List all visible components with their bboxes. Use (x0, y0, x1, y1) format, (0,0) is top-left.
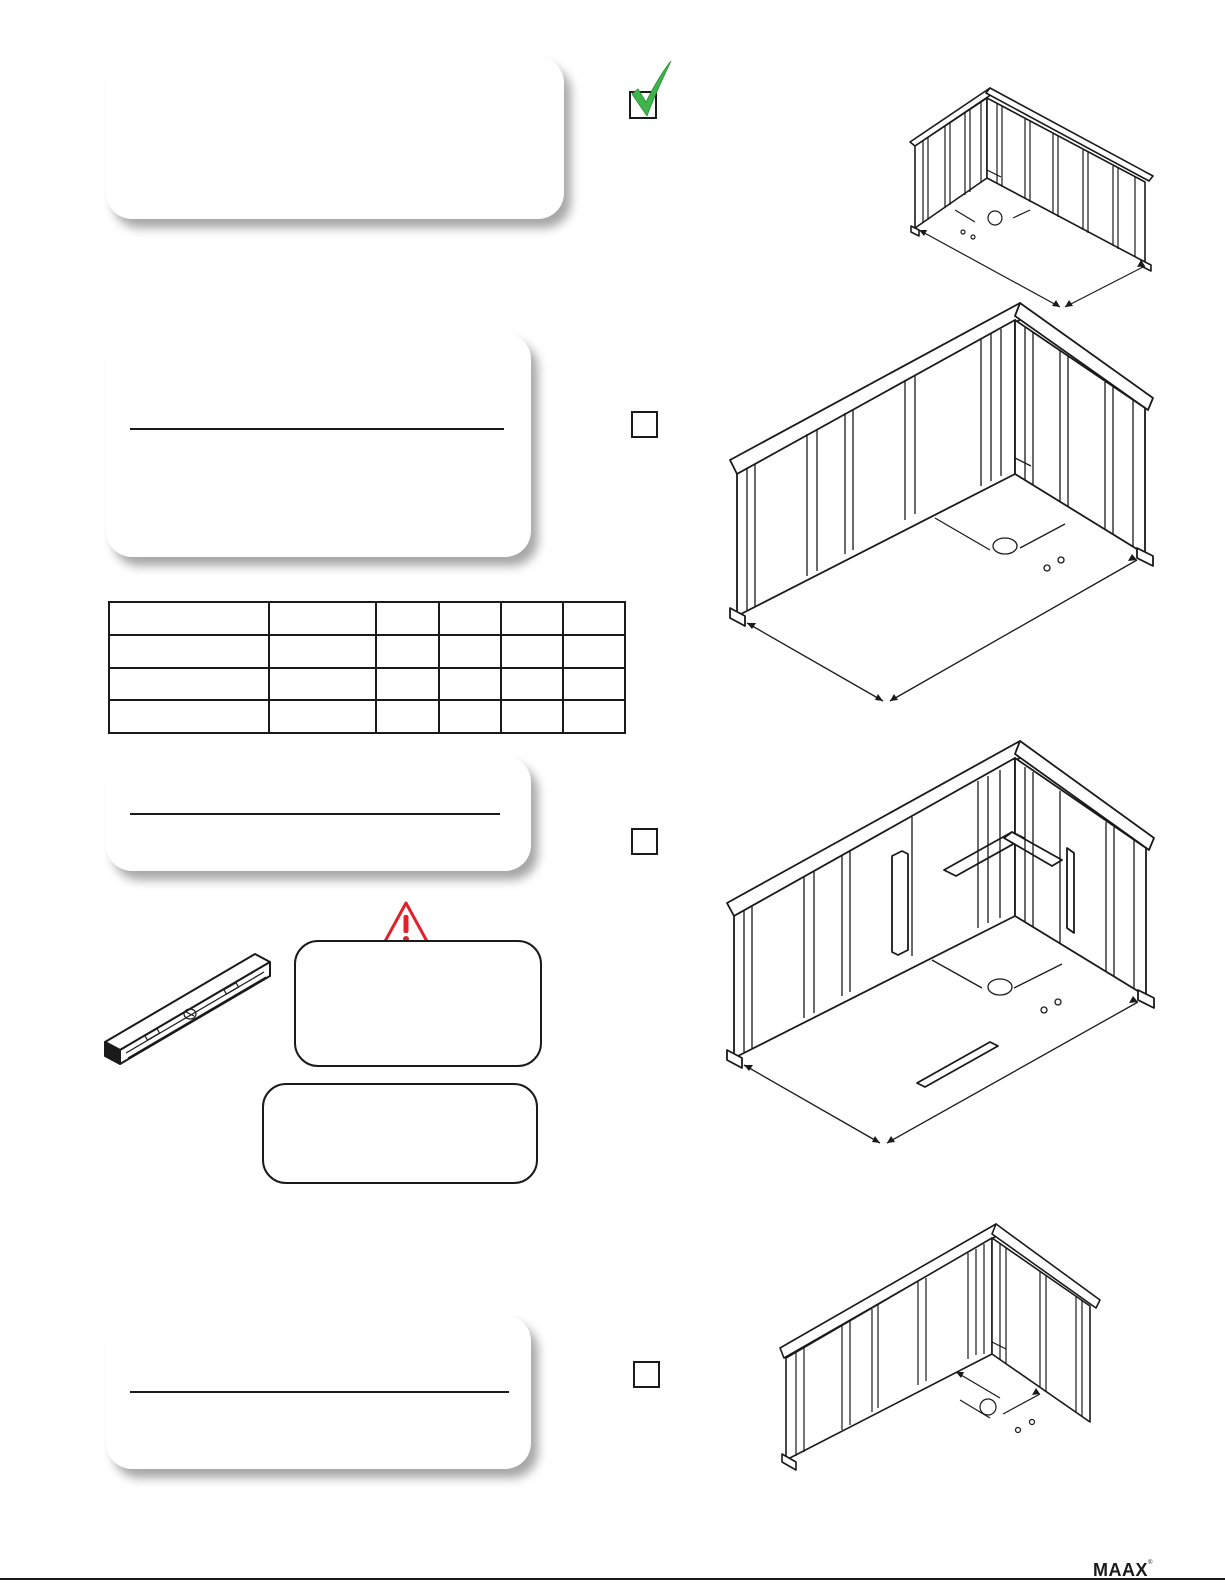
table-cell (376, 700, 439, 733)
step-2-divider (130, 428, 504, 430)
dimension-table (108, 601, 626, 734)
table-cell (269, 668, 376, 701)
warning-note-box (294, 940, 542, 1067)
table-cell (501, 668, 563, 701)
table-cell (563, 700, 625, 733)
table-cell (109, 668, 269, 701)
table-cell (109, 602, 269, 635)
table-row (109, 635, 625, 668)
maax-logo: MAAX® (1093, 1560, 1153, 1580)
step-2-checkbox[interactable] (631, 411, 658, 438)
table-row (109, 602, 625, 635)
table-row (109, 700, 625, 733)
step-3-checkbox[interactable] (631, 828, 658, 855)
step-3-divider (130, 813, 500, 815)
spirit-level-tool (100, 942, 280, 1072)
table-cell (269, 602, 376, 635)
table-cell (563, 602, 625, 635)
wall-framing-drawing-1 (905, 80, 1165, 315)
checkmark-icon (626, 58, 676, 122)
table-row (109, 668, 625, 701)
step-3-instruction-panel (106, 756, 531, 871)
step-2-instruction-panel (106, 333, 531, 557)
table-cell (376, 668, 439, 701)
table-cell (109, 635, 269, 668)
table-cell (501, 635, 563, 668)
table-cell (563, 635, 625, 668)
step-4-checkbox[interactable] (633, 1361, 660, 1388)
step-4-instruction-panel (106, 1315, 531, 1469)
table-cell (439, 602, 501, 635)
step-4-divider (130, 1391, 509, 1393)
footer-rule (0, 1578, 1225, 1580)
table-cell (376, 635, 439, 668)
table-cell (109, 700, 269, 733)
table-cell (501, 602, 563, 635)
table-cell (439, 635, 501, 668)
wall-framing-drawing-4 (778, 1222, 1108, 1474)
table-cell (269, 700, 376, 733)
step-1-instruction-panel (106, 57, 564, 219)
table-cell (376, 602, 439, 635)
table-cell (501, 700, 563, 733)
table-cell (439, 700, 501, 733)
note-box (262, 1083, 538, 1184)
wall-framing-drawing-3 (722, 738, 1162, 1150)
table-cell (563, 668, 625, 701)
wall-framing-drawing-2 (725, 298, 1160, 708)
table-cell (439, 668, 501, 701)
table-cell (269, 635, 376, 668)
